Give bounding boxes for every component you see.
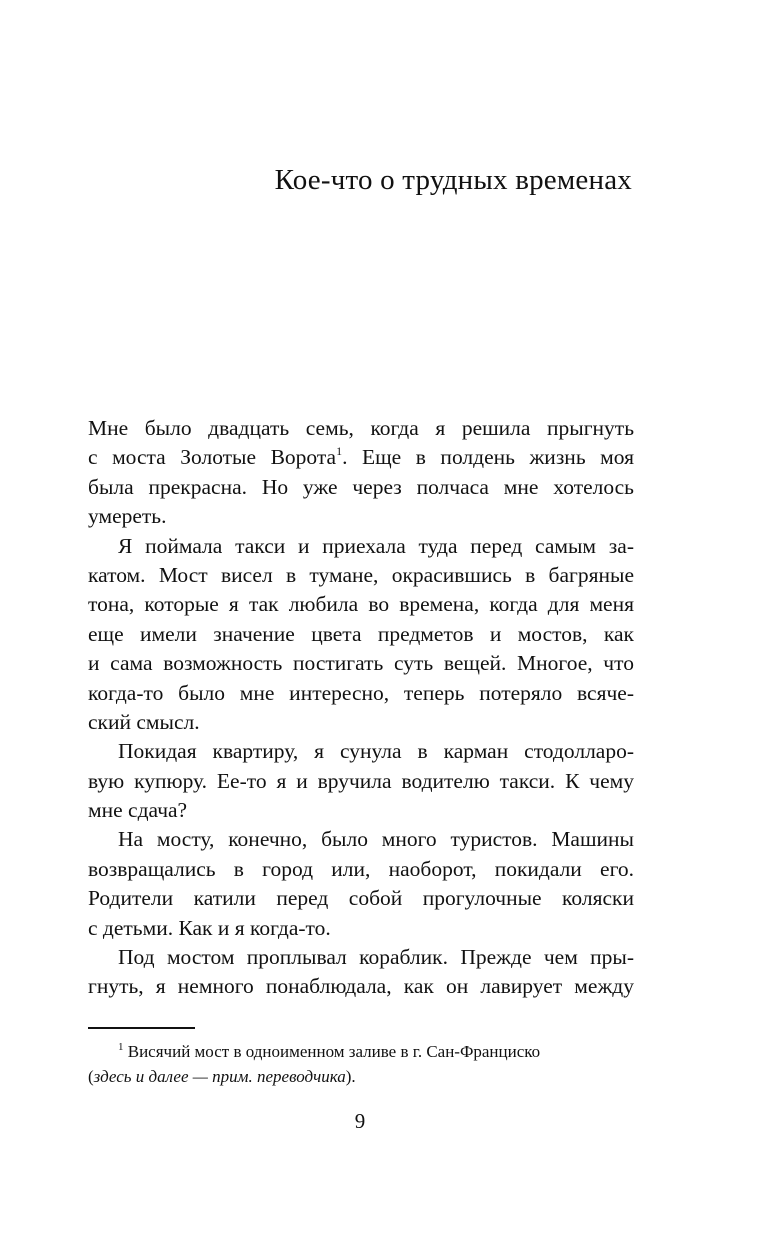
footnote-marker: 1 bbox=[118, 1041, 124, 1053]
text-fragment: с моста Золотые Ворота bbox=[88, 445, 337, 470]
text-line: была прекрасна. Но уже через полчаса мне хотелось bbox=[88, 474, 634, 499]
page-number: 9 bbox=[354, 1109, 366, 1133]
text-line: мне сдача? bbox=[88, 798, 188, 823]
footnote-paren-close: ). bbox=[345, 1067, 356, 1086]
text-line: гнуть, я немного понаблюдала, как он лавирует между bbox=[88, 974, 634, 999]
text-line: Родители катили перед собой прогулочные коляски bbox=[88, 886, 634, 911]
footnote-line bbox=[88, 1039, 634, 1064]
text-line: ский смысл. bbox=[88, 709, 200, 734]
text-line: Покидая квартиру, я сунула в карман стодолларо- bbox=[118, 739, 634, 764]
text-line: Я поймала такси и приехала туда перед самым за- bbox=[118, 533, 634, 558]
footnote-line bbox=[88, 1064, 634, 1089]
text-line: На мосту, конечно, было много туристов. Машины bbox=[118, 827, 634, 852]
chapter-title: Кое-что о трудных временах bbox=[274, 164, 632, 196]
footnote-reference[interactable]: 1 bbox=[336, 444, 343, 459]
text-line: и сама возможность постигать суть вещей. Многое, что bbox=[88, 651, 634, 676]
footnote-divider bbox=[88, 1027, 195, 1029]
text-line: когда-то было мне интересно, теперь потеряло всяче- bbox=[88, 680, 634, 705]
text-line: катом. Мост висел в тумане, окрасившись в багряные bbox=[88, 562, 634, 587]
footnote-paren-open: ( bbox=[88, 1067, 94, 1086]
text-line: Под мостом проплывал кораблик. Прежде чем пры- bbox=[118, 945, 634, 970]
text-line bbox=[88, 443, 634, 472]
text-line: возвращались в город или, наоборот, покидали его. bbox=[88, 856, 634, 881]
text-line: тона, которые я так любила во времена, когда для меня bbox=[88, 592, 634, 617]
footnote-note-italic: здесь и далее — прим. переводчика bbox=[93, 1067, 346, 1086]
footnote bbox=[88, 1039, 634, 1089]
text-line: еще имели значение цвета предметов и мостов, как bbox=[88, 621, 634, 646]
footnote-text: Висячий мост в одноименном заливе в г. Сан-Франциско bbox=[127, 1042, 541, 1061]
text-line: вую купюру. Ее-то я и вручила водителю такси. К чему bbox=[88, 768, 634, 793]
text-fragment: . Еще в полдень жизнь моя bbox=[342, 445, 634, 470]
text-line: с детьми. Как и я когда-то. bbox=[88, 915, 331, 940]
body-text bbox=[88, 414, 634, 1002]
text-line: Мне было двадцать семь, когда я решила прыгнуть bbox=[88, 416, 634, 440]
text-line: умереть. bbox=[88, 504, 167, 529]
